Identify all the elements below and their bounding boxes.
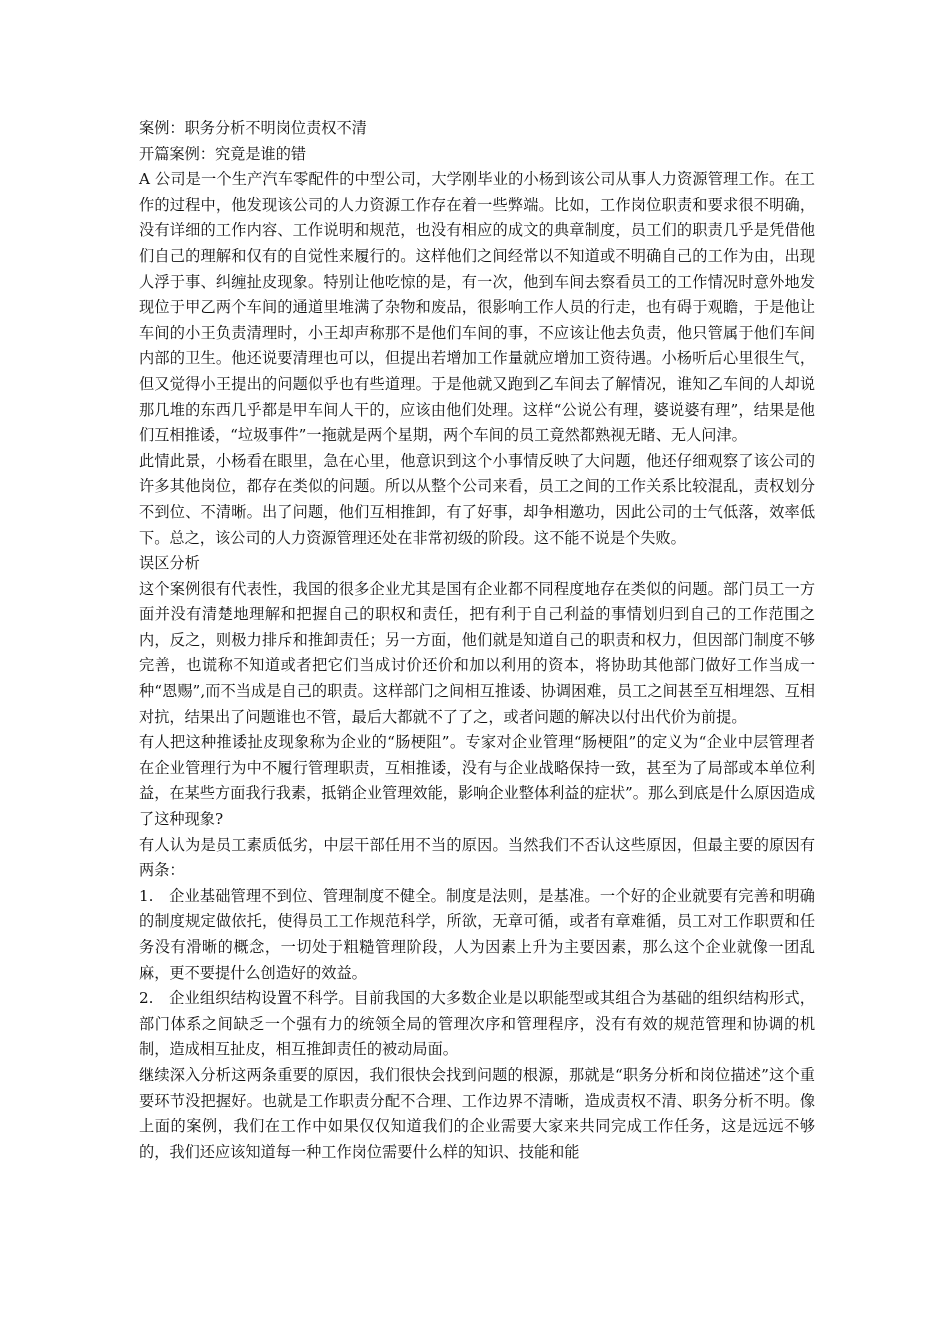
case-paragraph: 此情此景，小杨看在眼里，急在心里，他意识到这个小事情反映了大问题，他还仔细观察了该公司的许多其他岗位，都存在类似的问题。所以从整个公司来看，员工之间的工作关系比较混乱，责权划分不到位、不清晰。出了问题，他们互相推卸，有了好事，却争相邀功，因此公司的士气低落，效率低下。总之，该公司的人力资源管理还处在非常初级的阶段。这不能不说是个失败。 <box>139 451 815 547</box>
section-heading: 误区分析 <box>139 554 200 573</box>
analysis-paragraph: 有人把这种推诿扯皮现象称为企业的“肠梗阻”。专家对企业管理“肠梗阻”的定义为“企业中层管理者在企业管理行为中不履行管理职责，互相推诿，没有与企业战略保持一致，甚至为了局部或本单位利益，在某些方面我行我素，抵销企业管理效能，影响企业整体利益的症状”。那么到底是什么原因造成了这种现象? <box>139 733 816 829</box>
document-subtitle: 开篇案例：究竟是谁的错 <box>139 144 307 163</box>
list-item: 1. 企业基础管理不到位、管理制度不健全。制度是法则，是基准。一个好的企业就要有完善和明确的制度规定做依托，使得员工工作规范科学，所欲，无章可循，或者有章难循，员工对工作职贾和任务没有滑晰的概念，一切处于粗糙管理阶段，人为因素上升为主要因素，那么这个企业就像一团乱麻，更不要提什么创造好的效益。 <box>139 886 815 982</box>
list-item: 2. 企业组织结构设置不科学。目前我国的大多数企业是以职能型或其组合为基础的组织结构形式，部门体系之间缺乏一个强有力的统领全局的管理次序和管理程序，没有有效的规范管理和协调的机制，造成相互扯皮，相互推卸责任的被动局面。 <box>139 989 815 1059</box>
document-page <box>139 116 815 1165</box>
analysis-paragraph: 这个案例很有代表性，我国的很多企业尤其是国有企业都不同程度地存在类似的问题。部门员工一方面并没有清楚地理解和把握自己的职权和责任，把有利于自己利益的事情划归到自己的工作范围之内，反之，则极力排斥和推卸责任；另一方面，他们就是知道自己的职责和权力，但因部门制度不够完善，也谎称不知道或者把它们当成讨价还价和加以利用的资本，将协助其他部门做好工作当成一种“恩赐”,而不当成是自己的职责。这样部门之间相互推诿、协调困难，员工之间甚至互相埋怨、互相对抗，结果出了问题谁也不管，最后大都就不了了之，或者问题的解决以付出代价为前提。 <box>139 579 815 726</box>
analysis-paragraph: 有人认为是员工素质低劣，中层干部任用不当的原因。当然我们不否认这些原因，但最主要的原因有两条： <box>139 835 815 880</box>
closing-paragraph: 继续深入分析这两条重要的原因，我们很快会找到问题的根源，那就是“职务分析和岗位描述”这个重要环节没把握好。也就是工作职责分配不合理、工作边界不清晰，造成责权不清、职务分析不明。像上面的案例，我们在工作中如果仅仅知道我们的企业需要大家来共同完成工作任务，这是远远不够的，我们还应该知道每一种工作岗位需要什么样的知识、技能和能 <box>139 1065 815 1161</box>
document-title: 案例：职务分析不明岗位责权不清 <box>139 119 367 137</box>
case-paragraph: A 公司是一个生产汽车零配件的中型公司，大学刚毕业的小杨到该公司从事人力资源管理工作。在工作的过程中，他发现该公司的人力资源工作存在着一些弊端。比如，工作岗位职责和要求很不明确，没有详细的工作内容、工作说明和规范，也没有相应的成文的典章制度，员工们的职责几乎是凭借他们自己的理解和仅有的自觉性来履行的。这样他们之间经常以不知道或不明确自己的工作为由，出现人浮于事、纠缠扯皮现象。特别让他吃惊的是，有一次，他到车间去察看员工的工作情况时意外地发现位于甲乙两个车间的通道里堆满了杂物和废品，很影响工作人员的行走，也有碍于观瞻，于是他让车间的小王负责清理时，小王却声称那不是他们车间的事，不应该让他去负责，他只管属于他们车间内部的卫生。他还说要清理也可以，但提出若增加工作量就应增加工资待遇。小杨听后心里很生气，但又觉得小王提出的问题似乎也有些道理。于是他就又跑到乙车间去了解情况，谁知乙车间的人却说那几堆的东西几乎都是甲车间人干的，应该由他们处理。这样“公说公有理，婆说婆有理”，结果是他们互相推诿，“垃圾事件”一拖就是两个星期，两个车间的员工竟然都熟视无睹、无人问津。 <box>139 170 815 445</box>
